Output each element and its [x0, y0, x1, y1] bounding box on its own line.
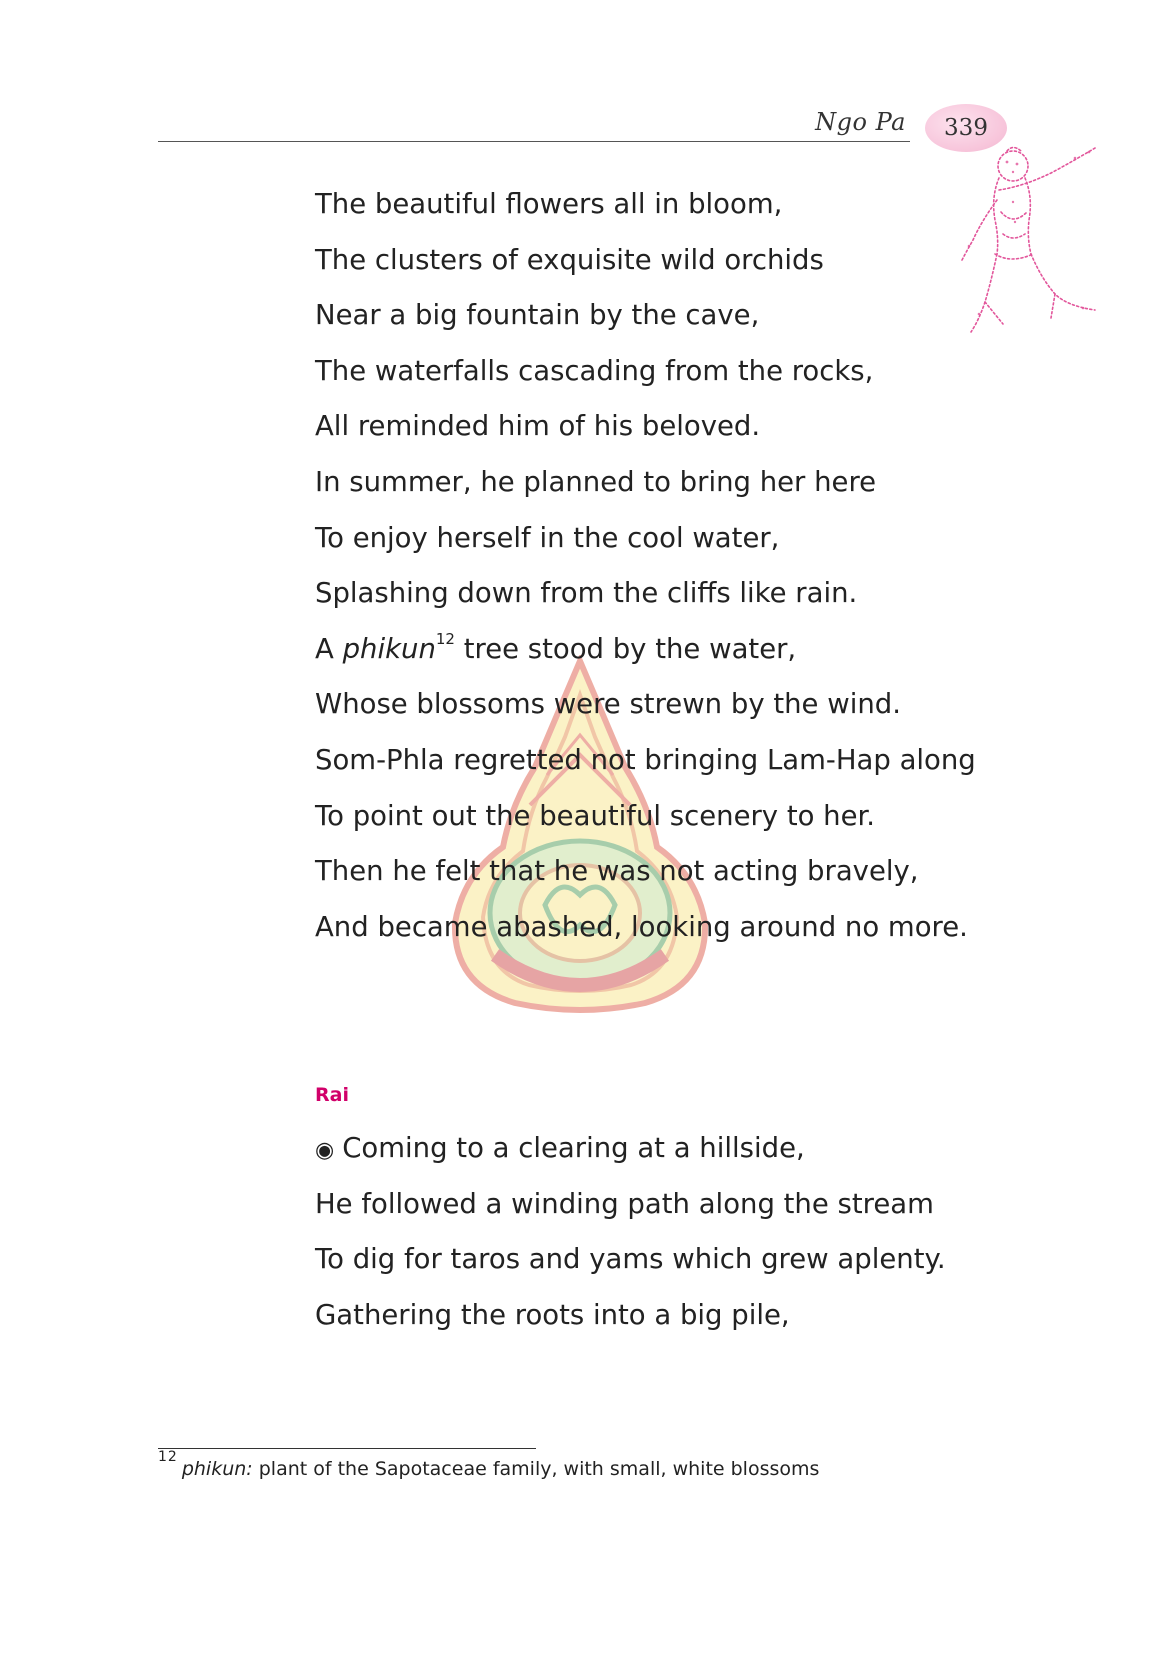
verse-line: Som-Phla regretted not bringing Lam-Hap along	[315, 743, 976, 776]
verse-line: Then he felt that he was not acting bravely,	[315, 855, 919, 888]
running-title: Ngo Pa	[815, 108, 906, 136]
verse-line-with-bullet	[315, 1121, 946, 1177]
thai-dancer-icon	[955, 142, 1115, 347]
footnote-text: plant of the Sapotaceae family, with small, white blossoms	[252, 1458, 820, 1480]
verse-line: The waterfalls cascading from the rocks,	[315, 354, 874, 387]
verse-line: He followed a winding path along the stream	[315, 1187, 934, 1220]
verse-line-with-footnote	[315, 622, 976, 678]
section-heading: Rai	[315, 1084, 349, 1106]
verse-line: Gathering the roots into a big pile,	[315, 1298, 790, 1331]
verse-line: Near a big fountain by the cave,	[315, 299, 760, 332]
verse-line: To point out the beautiful scenery to her.	[315, 799, 876, 832]
verse-line: And became abashed, looking around no more.	[315, 910, 968, 943]
footnote-number: 12	[158, 1449, 178, 1465]
verse-line: In summer, he planned to bring her here	[315, 465, 877, 498]
stanza-two	[315, 1121, 946, 1343]
verse-text: Coming to a clearing at a hillside,	[342, 1132, 805, 1164]
footnote-reference[interactable]: 12	[435, 629, 455, 648]
verse-prefix: A	[315, 632, 343, 665]
phikun-term: phikun	[342, 632, 436, 665]
footnote	[158, 1449, 820, 1480]
verse-line: To enjoy herself in the cool water,	[315, 521, 780, 554]
verse-line: To dig for taros and yams which grew aplenty.	[315, 1243, 946, 1276]
footnote-rule	[158, 1448, 536, 1449]
verse-line: All reminded him of his beloved.	[315, 410, 761, 443]
verse-suffix: tree stood by the water,	[454, 632, 797, 665]
verse-line: Splashing down from the cliffs like rain.	[315, 577, 858, 610]
stanza-one	[315, 177, 976, 955]
circle-bullet-icon: ◉	[315, 1138, 335, 1163]
page-number: 339	[944, 115, 988, 141]
header-rule	[158, 141, 910, 142]
verse-line: The clusters of exquisite wild orchids	[315, 243, 824, 276]
verse-line: Whose blossoms were strewn by the wind.	[315, 688, 901, 721]
verse-line: The beautiful flowers all in bloom,	[315, 188, 783, 220]
footnote-term: phikun:	[181, 1458, 253, 1480]
